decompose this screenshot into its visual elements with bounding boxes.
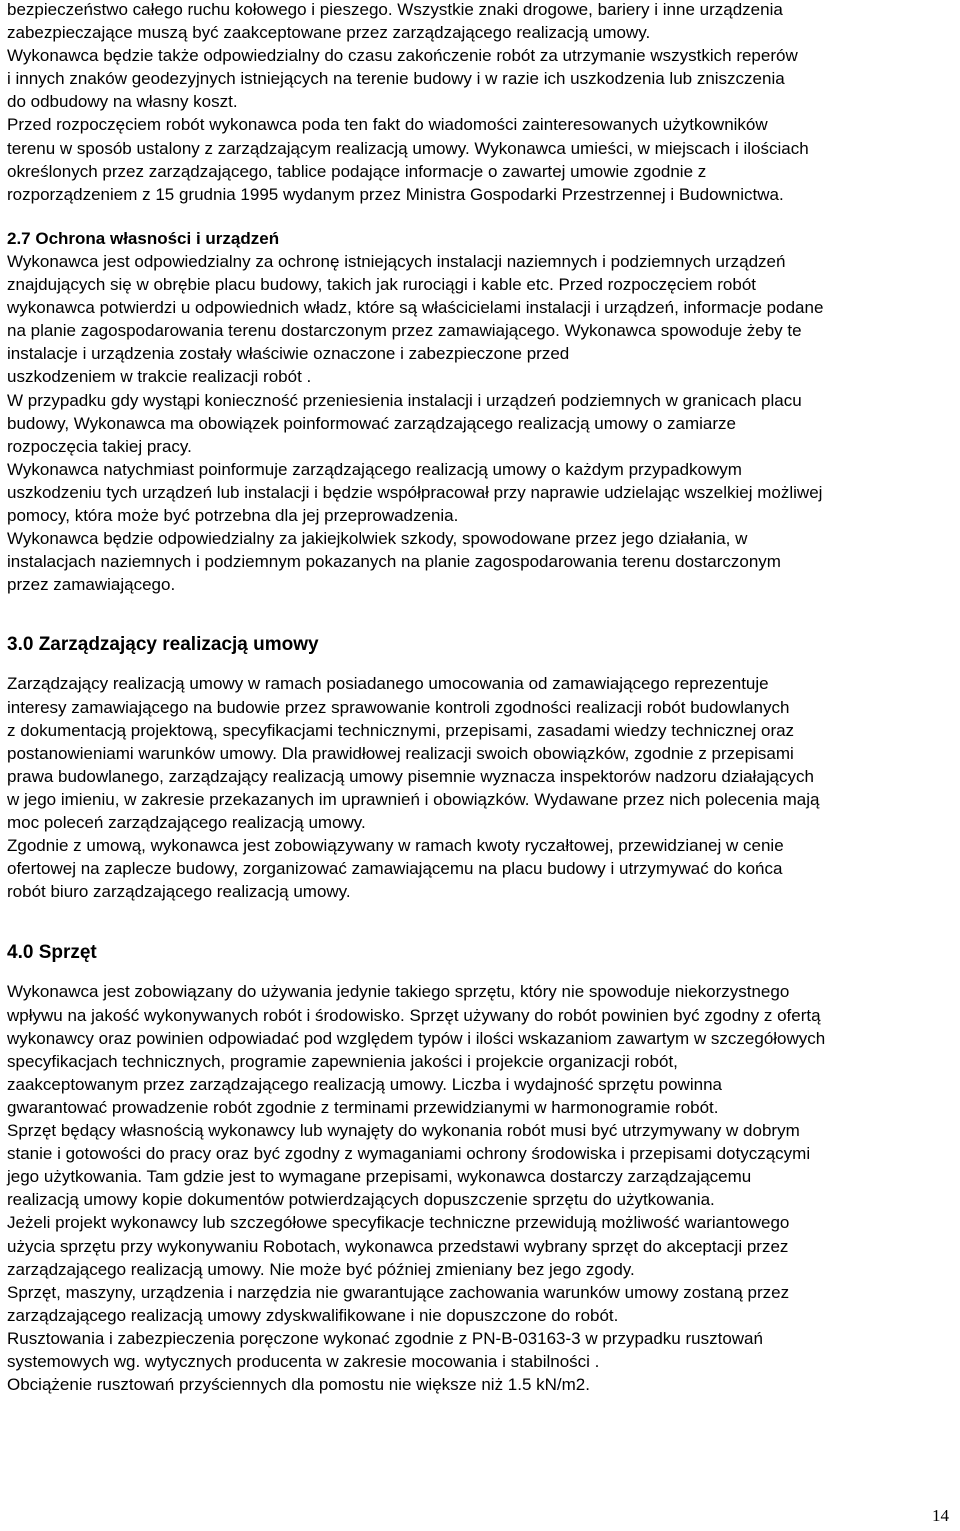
text-line: na planie zagospodarowania terenu dostarczonym przez zamawiającego. Wykonawca spowoduje żeby te [7,321,802,341]
text-line: stanie i gotowości do pracy oraz być zgodny z wymaganiami ochrony środowiska i przepisami dotyczącymi [7,1144,811,1164]
text-line: znajdujących się w obrębie placu budowy, takich jak rurociągi i kable etc. Przed rozpoczęciem robót [7,275,757,295]
text-line: systemowych wg. wytycznych producenta w zakresie mocowania i stabilności . [7,1351,600,1371]
section-heading: 3.0 Zarządzający realizacją umowy [7,634,319,656]
intro-paragraphs [7,0,953,206]
text-line: W przypadku gdy wystąpi konieczność przeniesienia instalacji i urządzeń podziemnych w granicach placu [7,390,802,410]
text-line: Wykonawca natychmiast poinformuje zarządzającego realizacją umowy o każdym przypadkowym [7,459,742,479]
text-line: interesy zamawiającego na budowie przez sprawowanie kontroli zgodności realizacji robót budowlanych [7,697,790,717]
text-line: przez zamawiającego. [7,575,176,595]
text-line: użycia sprzętu przy wykonywaniu Robotach, wykonawca przedstawi wybrany sprzęt do akceptacji przez [7,1236,789,1256]
text-line: robót biuro zarządzającego realizacją umowy. [7,882,351,902]
text-line: z dokumentacją projektową, specyfikacjami technicznymi, przepisami, zasadami wiedzy technicznej oraz [7,720,795,740]
section-2-7 [7,227,953,597]
text-line: Zgodnie z umową, wykonawca jest zobowiązywany w ramach kwoty ryczałtowej, przewidzianej w cenie [7,836,784,856]
text-line: określonych przez zarządzającego, tablice podające informacje o zawartej umowie zgodnie z [7,161,707,181]
text-line: w jego imieniu, w zakresie przekazanych im uprawnień i obowiązków. Wydawane przez nich polecenia mają [7,789,820,809]
text-line: rozpoczęcia takiej pracy. [7,436,192,456]
text-line: i innych znaków geodezyjnych istniejących na terenie budowy i w razie ich uszkodzenia lub zniszczenia [7,69,785,89]
text-line: instalacjach naziemnych i podziemnym pokazanych na planie zagospodarowania terenu dostarczonym [7,552,781,572]
text-line: specyfikacjach technicznych, programie zapewnienia jakości i projekcie organizacji robót, [7,1051,678,1071]
text-line: ofertowej na zaplecze budowy, zorganizować zamawiającemu na placu budowy i utrzymywać do końca [7,859,783,879]
section-3-0 [7,633,953,903]
text-line: wykonawca potwierdzi u odpowiednich władz, które są właścicielami instalacji i urządzeń, informacje podane [7,298,824,318]
text-line: prawa budowlanego, zarządzający realizacją umowy pisemnie wyznacza inspektorów nadzoru działających [7,766,814,786]
text-line: jego użytkowania. Tam gdzie jest to wymagane przepisami, wykonawca dostarczy zarządzającemu [7,1167,752,1187]
text-line: Wykonawca będzie także odpowiedzialny do czasu zakończenie robót za utrzymanie wszystkich reperów [7,46,798,66]
text-line: Sprzęt, maszyny, urządzenia i narzędzia nie gwarantujące zachowania warunków umowy zostaną przez [7,1282,790,1302]
text-line: pomocy, która może być potrzebna dla jej przeprowadzenia. [7,505,459,525]
section-heading: 2.7 Ochrona własności i urządzeń [7,228,280,248]
document-page [7,0,953,1396]
text-line: postanowieniami warunków umowy. Dla prawidłowej realizacji swoich obowiązków, zgodnie z przepisami [7,743,794,763]
text-line: zarządzającego realizacją umowy zdyskwalifikowane i nie dopuszczone do robót. [7,1305,619,1325]
text-line: uszkodzeniu tych urządzeń lub instalacji i będzie współpracował przy naprawie udzielając wszelkiej możliwej [7,482,823,502]
text-line: terenu w sposób ustalony z zarządzającym realizacją umowy. Wykonawca umieści, w miejscach i ilościach [7,138,809,158]
text-line: bezpieczeństwo całego ruchu kołowego i pieszego. Wszystkie znaki drogowe, bariery i inne urządzenia [7,0,783,19]
text-line: gwarantować prowadzenie robót zgodnie z terminami przewidzianymi w harmonogramie robót. [7,1097,719,1117]
text-line: uszkodzeniem w trakcie realizacji robót . [7,367,312,387]
text-line: Zarządzający realizacją umowy w ramach posiadanego umocowania od zamawiającego reprezentuje [7,674,769,694]
section-heading: 4.0 Sprzęt [7,942,97,964]
text-line: realizacją umowy kopie dokumentów potwierdzających dopuszczenie sprzętu do użytkowania. [7,1190,715,1210]
page-number: 14 [932,1506,949,1525]
text-line: wpływu na jakość wykonywanych robót i środowisko. Sprzęt używany do robót powinien być zgodny z ofertą [7,1005,821,1025]
text-line: budowy, Wykonawca ma obowiązek poinformować zarządzającego realizacją umowy o zamiarze [7,413,736,433]
text-line: Wykonawca jest odpowiedzialny za ochronę istniejących instalacji naziemnych i podziemnych urządzeń [7,251,786,271]
text-line: Wykonawca będzie odpowiedzialny za jakiejkolwiek szkody, spowodowane przez jego działania, w [7,529,748,549]
text-line: zaakceptowanym przez zarządzającego realizacją umowy. Liczba i wydajność sprzętu powinna [7,1074,722,1094]
text-line: Obciążenie rusztowań przyściennych dla pomostu nie większe niż 1.5 kN/m2. [7,1375,590,1395]
text-line: zabezpieczające muszą być zaakceptowane przez zarządzającego realizacją umowy. [7,23,651,43]
text-line: wykonawcy oraz powinien odpowiadać pod względem typów i ilości wskazaniom zawartym w szczegółowych [7,1028,826,1048]
text-line: instalacje i urządzenia zostały właściwie oznaczone i zabezpieczone przed [7,344,570,364]
text-line: moc poleceń zarządzającego realizacją umowy. [7,813,366,832]
section-4-0 [7,941,953,1396]
text-line: Wykonawca jest zobowiązany do używania jedynie takiego sprzętu, który nie spowoduje niekorzystnego [7,982,790,1002]
text-line: Przed rozpoczęciem robót wykonawca poda ten fakt do wiadomości zainteresowanych użytkowników [7,115,768,135]
text-line: zarządzającego realizacją umowy. Nie może być później zmieniany bez jego zgody. [7,1259,635,1279]
text-line: Rusztowania i zabezpieczenia poręczone wykonać zgodnie z PN-B-03163-3 w przypadku rusztowań [7,1328,763,1348]
text-line: do odbudowy na własny koszt. [7,92,238,112]
text-line: rozporządzeniem z 15 grudnia 1995 wydanym przez Ministra Gospodarki Przestrzennej i Budownictwa. [7,184,784,204]
text-line: Jeżeli projekt wykonawcy lub szczegółowe specyfikacje techniczne przewidują możliwość wariantowego [7,1213,790,1233]
text-line: Sprzęt będący własnością wykonawcy lub wynajęty do wykonania robót musi być utrzymywany w dobrym [7,1121,800,1141]
